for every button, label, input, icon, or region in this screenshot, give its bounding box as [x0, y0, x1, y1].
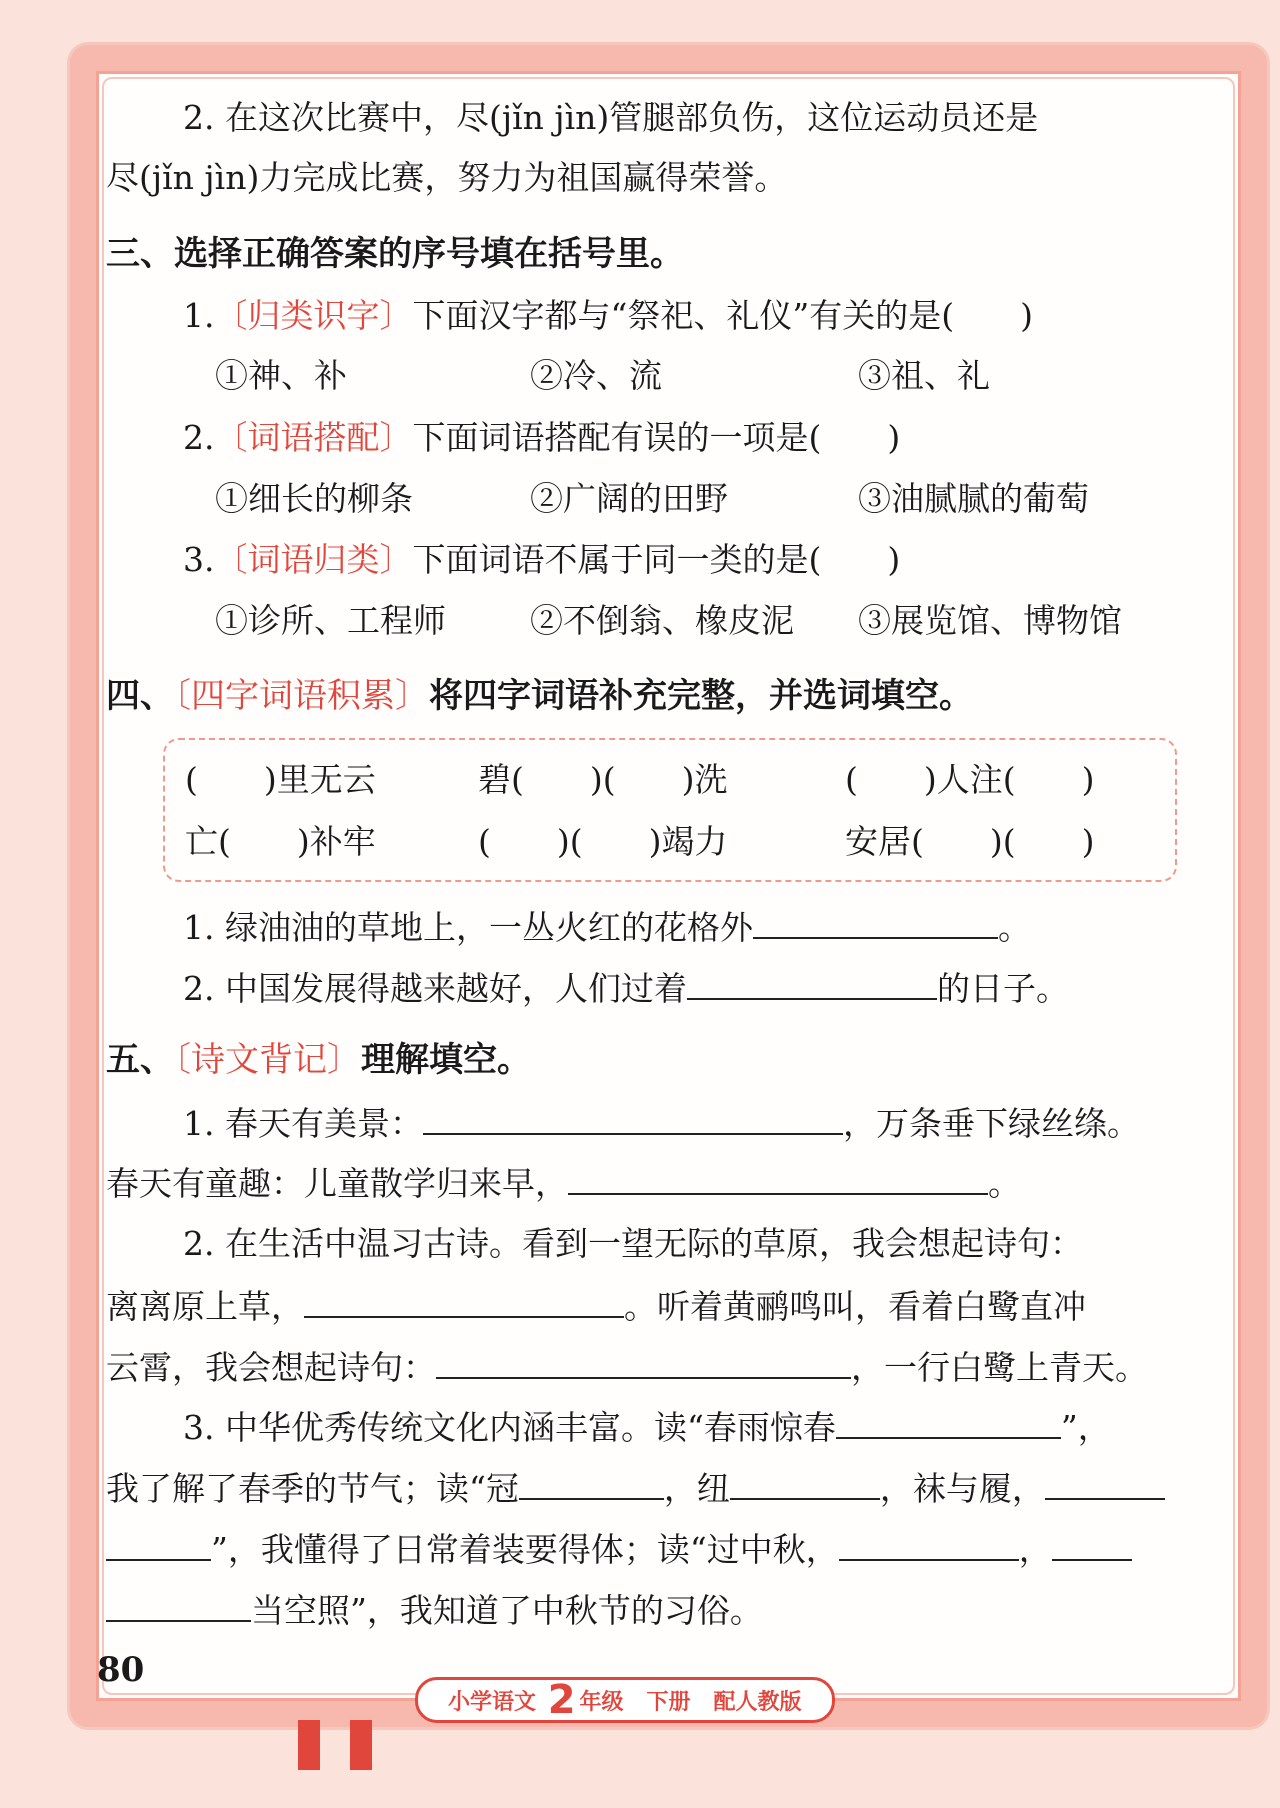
idiom-2: 碧( )( )洗: [478, 760, 728, 799]
sec3-q3: 3.〔词语归类〕下面词语不属于同一类的是( ): [183, 540, 901, 579]
answer-blank[interactable]: [436, 1347, 851, 1379]
page-number: 80: [97, 1650, 145, 1690]
bookmark-ribbon: [350, 1720, 372, 1770]
answer-blank[interactable]: [687, 968, 937, 1000]
answer-blank[interactable]: [1045, 1468, 1165, 1500]
answer-blank[interactable]: [106, 1529, 211, 1561]
sec5-p2-line1: 2. 在生活中温习古诗。看到一望无际的草原，我会想起诗句：: [183, 1224, 1083, 1263]
sec3-q1-opt3: ③祖、礼: [858, 356, 990, 395]
sec5-p3-line2: 我了解了春季的节气；读“冠 ，纽 ，袜与履，: [106, 1468, 1165, 1509]
sec5-p1-line1: 1. 春天有美景： ，万条垂下绿丝绦。: [183, 1104, 1140, 1143]
sec3-q2: 2.〔词语搭配〕下面词语搭配有误的一项是( ): [183, 418, 901, 457]
answer-blank[interactable]: [568, 1163, 988, 1195]
answer-blank[interactable]: [839, 1529, 1019, 1561]
sec5-p1-line2: 春天有童趣：儿童散学归来早， 。: [106, 1164, 1021, 1203]
sec4-q1: 1. 绿油油的草地上，一丛火红的花格外 。: [183, 908, 1031, 947]
sec3-q1: 1.〔归类识字〕下面汉字都与“祭祀、礼仪”有关的是( ): [183, 296, 1033, 335]
q2-line2: 尽(jǐn jìn)力完成比赛，努力为祖国赢得荣誉。: [106, 158, 788, 197]
sec5-p2-line2: 离离原上草， 。听着黄鹂鸣叫，看着白鹭直冲: [106, 1287, 1086, 1326]
sec5-p3-line1: 3. 中华优秀传统文化内涵丰富。读“春雨惊春 ”，: [183, 1408, 1111, 1447]
sec5-p3-line3: ”，我懂得了日常着装要得体；读“过中秋， ，: [106, 1529, 1132, 1570]
answer-blank[interactable]: [423, 1103, 843, 1135]
answer-blank[interactable]: [730, 1468, 880, 1500]
answer-blank[interactable]: [106, 1590, 251, 1622]
sec5-p3-line4: 当空照”，我知道了中秋节的习俗。: [106, 1590, 763, 1631]
idiom-1: ( )里无云: [185, 760, 376, 799]
sec3-q3-opt2: ②不倒翁、橡皮泥: [530, 601, 794, 640]
tag-category: 〔词语归类〕: [214, 540, 413, 579]
sec4-q2: 2. 中国发展得越来越好，人们过着 的日子。: [183, 969, 1069, 1008]
tag-classify: 〔归类识字〕: [214, 296, 413, 335]
answer-blank[interactable]: [519, 1468, 664, 1500]
answer-blank[interactable]: [1052, 1529, 1132, 1561]
section3-title: 三、选择正确答案的序号填在括号里。: [106, 234, 684, 274]
sec3-q1-opt2: ②冷、流: [530, 356, 662, 395]
bookmark-ribbon: [298, 1720, 320, 1770]
idiom-6: 安居( )( ): [845, 822, 1095, 861]
section5-title: 五、〔诗文背记〕理解填空。: [106, 1040, 531, 1080]
sec5-p2-line3: 云霄，我会想起诗句： ，一行白鹭上青天。: [106, 1348, 1148, 1387]
book-info-badge: 小学语文 2 年级 下册 配人教版: [415, 1677, 835, 1723]
answer-blank[interactable]: [836, 1407, 1061, 1439]
sec3-q2-opt3: ③油腻腻的葡萄: [858, 479, 1089, 518]
answer-blank[interactable]: [304, 1286, 624, 1318]
idiom-3: ( )人注( ): [845, 760, 1095, 799]
sec3-q3-opt3: ③展览馆、博物馆: [858, 601, 1122, 640]
q2-line1: 2. 在这次比赛中，尽(jǐn jìn)管腿部负伤，这位运动员还是: [183, 98, 1039, 137]
sec3-q3-opt1: ①诊所、工程师: [215, 601, 446, 640]
idiom-5: ( )( )竭力: [478, 822, 728, 861]
sec3-q2-opt1: ①细长的柳条: [215, 479, 413, 518]
tag-collocation: 〔词语搭配〕: [214, 418, 413, 457]
idiom-4: 亡( )补牢: [185, 822, 376, 861]
sec3-q2-opt2: ②广阔的田野: [530, 479, 728, 518]
sec3-q1-opt1: ①神、补: [215, 356, 347, 395]
answer-blank[interactable]: [753, 907, 998, 939]
section4-title: 四、〔四字词语积累〕将四字词语补充完整，并选词填空。: [106, 676, 973, 716]
